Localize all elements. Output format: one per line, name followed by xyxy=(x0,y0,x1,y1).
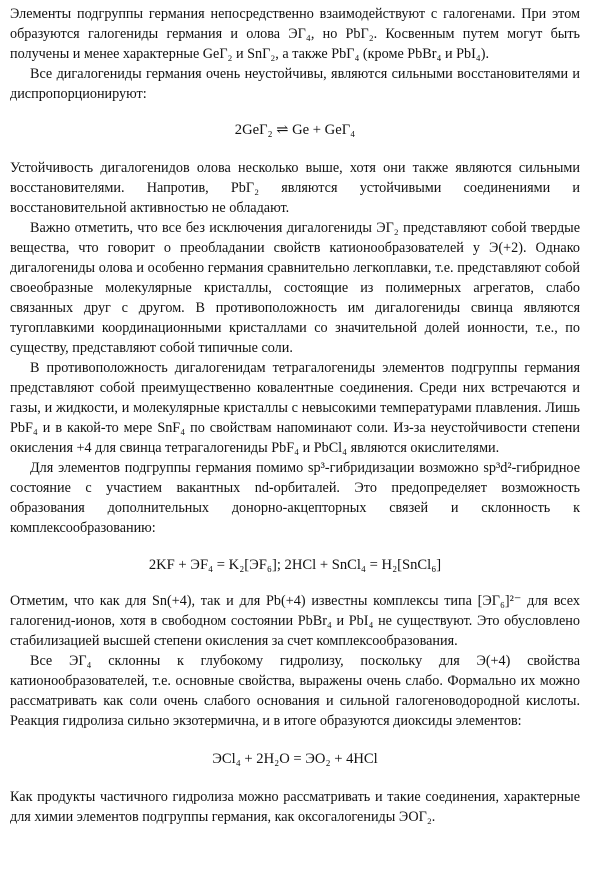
paragraph-5: В противоположность дигалогенидам тетрагалогениды элементов подгруппы германия представляют собой преимущественно ковалентные соединения. Среди них встречаются и газы, и жидкости, и молекулярные кристаллы с невысокими температурами плавления. Лишь PbF₄ и в какой-то мере SnF₄ по свойствам напоминают соли. Из-за неустойчивости степени окисления +4 для свинца тетрагалогениды PbF₄ и PbCl₄ являются окислителями. xyxy=(10,360,580,456)
paragraph-4: Важно отметить, что все без исключения дигалогениды ЭГ₂ представляют собой твердые вещества, что говорит о преобладании свойств катионообразователей у Э(+2). Однако дигалогениды олова и особенно германия сравнительно легкоплавки, т.е. представляют собой своеобразные молекулярные кристаллы, состоящие из полимерных агрегатов, слабо связанных друг с другом. В противоположность им дигалогениды свинца являются тугоплавкими координационными кристаллами со значительной долей ионности, т.е., по существу, представляют собой типичные соли. xyxy=(10,220,580,356)
equation-1: 2GeГ₂ ⇌ Ge + GeГ₄ xyxy=(234,122,356,138)
equation-2: 2KF + ЭF₄ = K₂[ЭF₆]; 2HCl + SnCl₄ = H₂[SnCl₆] xyxy=(148,557,442,573)
equation-3: ЭCl₄ + 2H₂O = ЭO₂ + 4HCl xyxy=(212,751,378,767)
paragraph-7: Отметим, что как для Sn(+4), так и для Pb(+4) известны комплексы типа [ЭГ₆]²⁻ для всех галогенид-ионов, хотя в свободном состоянии PbBr₄ и PbI₄ не существуют. Это обусловлено стабилизацией высшей степени окисления за счет комплексообразования. xyxy=(10,593,580,649)
paragraph-1: Элементы подгруппы германия непосредственно взаимодействуют с галогенами. При этом образуются галогениды германия и олова ЭГ₄, но PbГ₂. Косвенным путем могут быть получены и менее характерные GeГ₂ и SnГ₂, а также PbГ₄ (кроме PbBr₄ и PbI₄). xyxy=(10,6,580,62)
paragraph-6: Для элементов подгруппы германия помимо sp³-гибридизации возможно sp³d²-гибридное состояние с участием вакантных nd-орбиталей. Это предопределяет возможность образования дополнительных донорно-акцепторных связей и склонность к комплексообразованию: xyxy=(10,460,580,536)
paragraph-2: Все дигалогениды германия очень неустойчивы, являются сильными восстановителями и диспропорционируют: xyxy=(10,66,580,102)
paragraph-8: Все ЭГ₄ склонны к глубокому гидролизу, поскольку для Э(+4) свойства катионообразователей, т.е. основные свойства, выражены очень слабо. Формально их можно рассматривать как соли очень слабого основания и сильной галогеноводородной кислоты. Реакция гидролиза сильно экзотермична, и в итоге образуются диоксиды элементов: xyxy=(10,653,580,729)
paragraph-3: Устойчивость дигалогенидов олова несколько выше, хотя они также являются сильными восстановителями. Напротив, PbГ₂ являются устойчивыми соединениями и восстановительной активностью не обладают. xyxy=(10,160,580,216)
paragraph-9: Как продукты частичного гидролиза можно рассматривать и такие соединения, характерные для химии элементов подгруппы германия, как оксогалогениды ЭОГ₂. xyxy=(10,789,580,825)
